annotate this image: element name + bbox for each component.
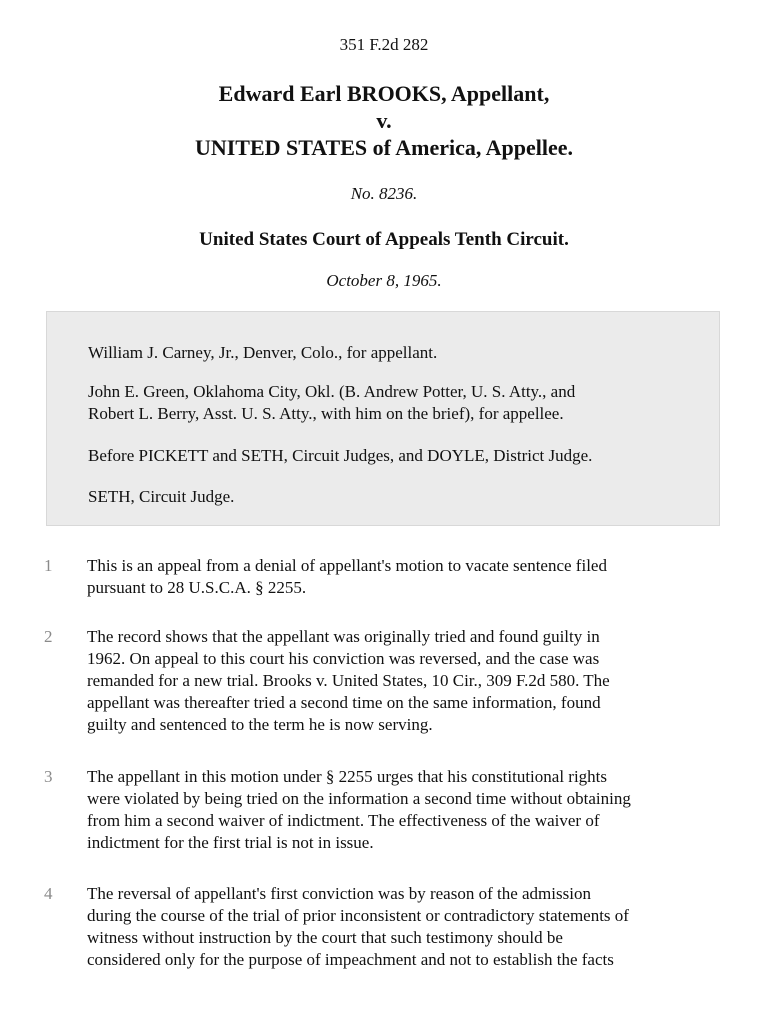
text-line: The appellant in this motion under § 2255 urges that his constitutional rights xyxy=(87,767,608,786)
counsel-appellant: William J. Carney, Jr., Denver, Colo., for appellant. xyxy=(88,343,438,362)
counsel-box xyxy=(46,311,720,526)
caption-appellant: Edward Earl BROOKS, Appellant, xyxy=(218,81,550,106)
case-caption xyxy=(0,80,768,161)
counsel-appellee-line2: Robert L. Berry, Asst. U. S. Atty., with him on the brief), for appellee. xyxy=(88,404,564,423)
text-line: pursuant to 28 U.S.C.A. § 2255. xyxy=(87,578,307,597)
text-line: 1962. On appeal to this court his conviction was reversed, and the case was xyxy=(87,649,600,668)
decision-date: October 8, 1965. xyxy=(326,271,442,290)
text-line: This is an appeal from a denial of appellant's motion to vacate sentence filed xyxy=(87,556,607,575)
paragraph-number: 3 xyxy=(44,767,53,786)
text-line: witness without instruction by the court that such testimony should be xyxy=(87,928,563,947)
paragraph-text xyxy=(87,555,727,599)
text-line: remanded for a new trial. Brooks v. United States, 10 Cir., 309 F.2d 580. The xyxy=(87,671,610,690)
paragraph-number: 2 xyxy=(44,627,53,646)
text-line: indictment for the first trial is not in issue. xyxy=(87,833,374,852)
paragraph-number: 4 xyxy=(44,884,53,903)
paragraph-text xyxy=(87,883,727,971)
opinion-author: SETH, Circuit Judge. xyxy=(88,487,235,506)
text-line: appellant was thereafter tried a second time on the same information, found xyxy=(87,693,601,712)
judges-panel: Before PICKETT and SETH, Circuit Judges, and DOYLE, District Judge. xyxy=(88,446,593,465)
paragraph-text xyxy=(87,766,727,854)
paragraph-text xyxy=(87,626,727,736)
text-line: were violated by being tried on the information a second time without obtaining xyxy=(87,789,631,808)
caption-versus: v. xyxy=(376,108,392,133)
counsel-appellee-line1: John E. Green, Oklahoma City, Okl. (B. Andrew Potter, U. S. Atty., and xyxy=(88,382,576,401)
text-line: from him a second waiver of indictment. The effectiveness of the waiver of xyxy=(87,811,600,830)
text-line: The reversal of appellant's first conviction was by reason of the admission xyxy=(87,884,591,903)
docket-number: No. 8236. xyxy=(350,184,418,203)
paragraph-number: 1 xyxy=(44,556,53,575)
case-citation: 351 F.2d 282 xyxy=(339,35,429,54)
court-name: United States Court of Appeals Tenth Circuit. xyxy=(199,229,569,250)
text-line: guilty and sentenced to the term he is now serving. xyxy=(87,715,433,734)
text-line: during the course of the trial of prior inconsistent or contradictory statements of xyxy=(87,906,629,925)
text-line: considered only for the purpose of impeachment and not to establish the facts xyxy=(87,950,614,969)
text-line: The record shows that the appellant was originally tried and found guilty in xyxy=(87,627,600,646)
caption-appellee: UNITED STATES of America, Appellee. xyxy=(194,135,574,160)
